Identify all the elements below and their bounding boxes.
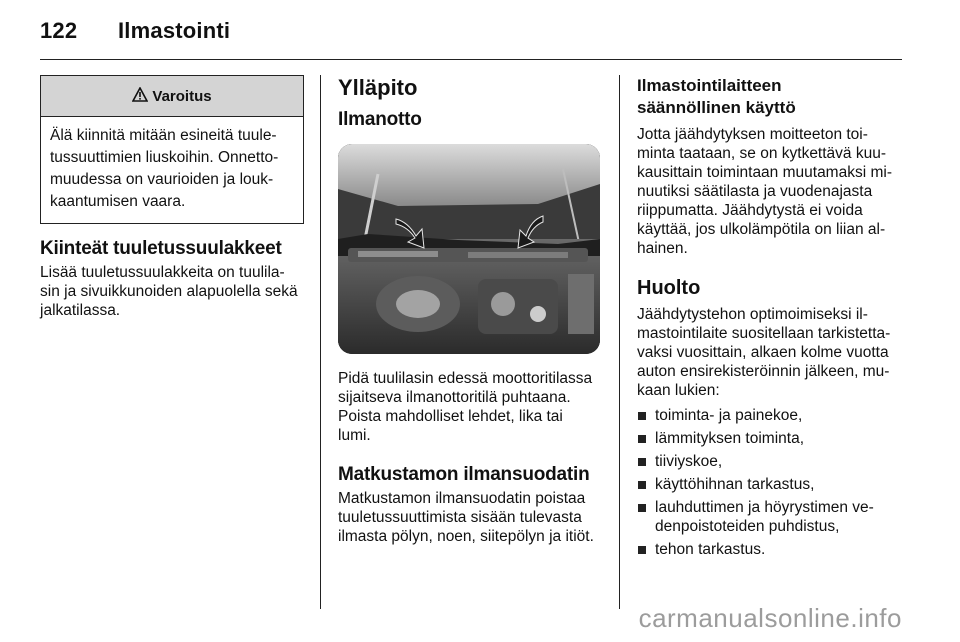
air-intake-heading: Ilmanotto — [338, 109, 422, 130]
warning-triangle-icon — [132, 87, 148, 106]
heading-line: säännöllinen käyttö — [637, 98, 796, 117]
fixed-vents-text — [40, 263, 304, 320]
list-item: tehon tarkastus. — [637, 540, 903, 559]
text-line: Lisää tuuletussuulakkeita on tuulila- — [40, 264, 285, 281]
text-line: hainen. — [637, 240, 688, 257]
text-line: Jotta jäähdytyksen moitteeton toi- — [637, 126, 868, 143]
text-line: kaan lukien: — [637, 382, 720, 399]
column-divider-1 — [320, 75, 321, 609]
text-line: Pidä tuulilasin edessä moottoritilassa — [338, 370, 593, 387]
text-line: kausittain toimintaan muutamaksi mi- — [637, 164, 892, 181]
warning-text — [41, 117, 303, 223]
list-item: tiiviyskoe, — [637, 452, 903, 471]
text-line: riippumatta. Jäähdytystä ei voida — [637, 202, 863, 219]
fixed-vents-heading: Kiinteät tuuletussuulakkeet — [40, 238, 282, 259]
warning-line: muudessa on vaurioiden ja louk- — [50, 171, 274, 188]
list-item: lauhduttimen ja höyrystimen ve- denpoistoteiden puhdistus, — [637, 498, 903, 536]
list-item: toiminta- ja painekoe, — [637, 406, 903, 425]
text-line: nuutiksi säätilasta ja vuodenajasta — [637, 183, 873, 200]
service-heading: Huolto — [637, 277, 701, 299]
text-line: Jäähdytystehon optimoimiseksi il- — [637, 306, 868, 323]
column-left — [40, 75, 304, 320]
list-item: käyttöhihnan tarkastus, — [637, 475, 903, 494]
list-item: lämmityksen toiminta, — [637, 429, 903, 448]
text-line: sin ja sivuikkunoiden alapuolella sekä — [40, 283, 298, 300]
text-line: jalkatilassa. — [40, 302, 121, 319]
text-line: Matkustamon ilmansuodatin poistaa — [338, 490, 586, 507]
heading-line: Ilmastointilaitteen — [637, 76, 782, 95]
warning-line: tussuuttimien liuskoihin. Onnetto- — [50, 149, 279, 166]
cabin-filter-heading: Matkustamon ilmansuodatin — [338, 464, 590, 485]
air-intake-text — [338, 369, 604, 445]
regular-operation-text — [637, 125, 903, 258]
header-rule — [40, 59, 902, 60]
text-line: auton ensirekisteröinnin jälkeen, mu- — [637, 363, 890, 380]
service-text — [637, 305, 903, 400]
text-line: sijaitseva ilmanottoritilä puhtaana. — [338, 389, 571, 406]
warning-line: Älä kiinnitä mitään esineitä tuule- — [50, 127, 277, 144]
text-line: vaksi vuosittain, alkaen kolme vuotta — [637, 344, 889, 361]
text-line: käyttää, jos ulkolämpötila on liian al- — [637, 221, 886, 238]
text-line: ilmasta pölyn, noen, siitepölyn ja itiöt. — [338, 528, 594, 545]
column-middle — [338, 75, 604, 546]
text-line: mastointilaite suositellaan tarkistetta- — [637, 325, 891, 342]
warning-line: kaantumisen vaara. — [50, 193, 186, 210]
text-line: lumi. — [338, 427, 371, 444]
warning-header — [41, 76, 303, 117]
maintenance-heading: Ylläpito — [338, 75, 418, 100]
text-line: minta taataan, se on kytkettävä kuu- — [637, 145, 886, 162]
warning-box — [40, 75, 304, 224]
page-title: Ilmastointi — [118, 18, 231, 43]
text-line: tuuletussuuttimista sisään tulevasta — [338, 509, 582, 526]
regular-operation-heading — [637, 75, 903, 119]
page-header — [40, 18, 230, 44]
page-number: 122 — [40, 18, 78, 43]
column-right — [637, 75, 903, 563]
watermark: carmanualsonline.info — [638, 603, 902, 633]
cabin-filter-text — [338, 489, 604, 546]
service-list — [637, 406, 903, 559]
column-divider-2 — [619, 75, 620, 609]
warning-title: Varoitus — [152, 87, 212, 105]
engine-bay-photo — [338, 144, 600, 354]
text-line: Poista mahdolliset lehdet, lika tai — [338, 408, 563, 425]
